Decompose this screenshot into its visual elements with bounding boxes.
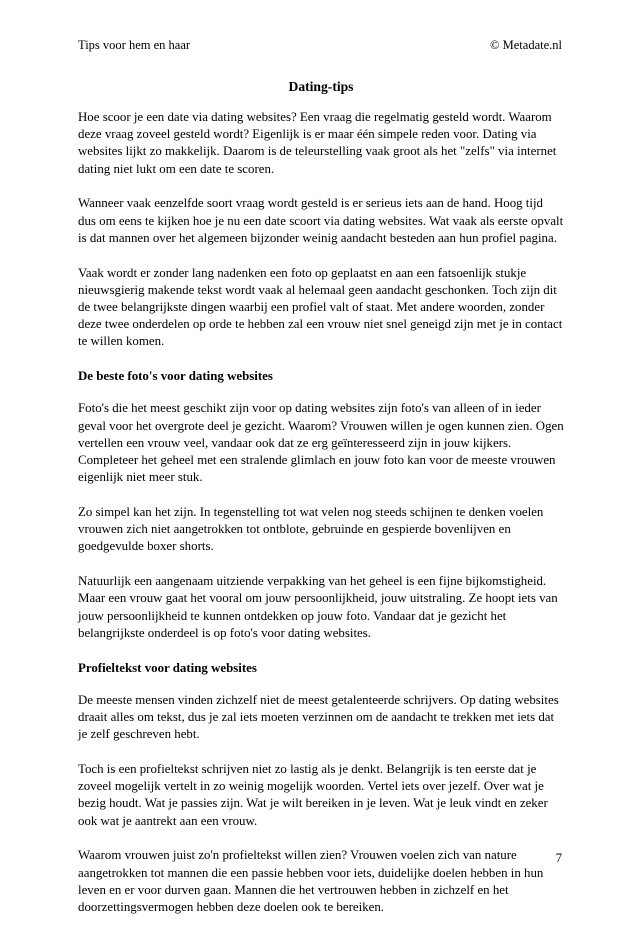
paragraph-8: Toch is een profieltekst schrijven niet zo lastig als je denkt. Belangrijk is ten eerste dat je zoveel mogelijk vertelt in zo weinig mogelijk woorden. Vertel iets over jezelf. Over wat je bezig houdt. Wat je passies zijn. Wat je wilt bereiken in je leven. Wat je leuk vindt en zeker ook wat je aantrekt aan een vrouw. <box>78 762 548 828</box>
paragraph-4: Foto's die het meest geschikt zijn voor op dating websites zijn foto's van alleen of in ieder geval voor het overgrote deel je gezicht. Waarom? Vrouwen willen je ogen kunnen zien. Ogen vertellen een vrouw veel, vandaar ook dat ze erg geïnteresseerd zijn in jouw kijkers. Completeer het geheel met een stralende glimlach en jouw foto kan voor de meeste vrouwen eigenlijk niet meer stuk. <box>78 401 564 485</box>
page-title: Dating-tips <box>288 79 354 94</box>
header-copyright: © Metadate.nl <box>490 38 562 52</box>
paragraph-5: Zo simpel kan het zijn. In tegenstelling tot wat velen nog steeds schijnen te denken voelen vrouwen zich niet aangetrokken tot ontblote, gebruinde en gespierde bovenlijven en goedgevulde boxer shorts. <box>78 505 544 554</box>
paragraph-7: De meeste mensen vinden zichzelf niet de meest getalenteerde schrijvers. Op dating websites draait alles om tekst, dus je zal iets moeten verzinnen om de aandacht te trekken met iets dat je zelf geschreven hebt. <box>78 692 559 742</box>
document-body <box>78 78 564 934</box>
paragraph-2: Wanneer vaak eenzelfde soort vraag wordt gesteld is er serieus iets aan de hand. Hoog tijd dus om eens te kijken hoe je nu een date scoort via dating websites. Wat vaak als eerste opvalt is dat mannen over het algemeen bijzonder weinig aandacht besteden aan hun profiel pagina. <box>78 196 564 245</box>
section-heading-profile-text: Profieltekst voor dating websites <box>78 660 257 675</box>
paragraph-6: Natuurlijk een aangenaam uitziende verpakking van het geheel is een fijne bijkomstigheid. Maar een vrouw gaat het vooral om jouw persoonlijkheid, jouw uitstraling. Ze hoopt iets van jouw persoonlijkheid te kunnen ontdekken op jouw foto. Vandaar dat je gezicht het belangrijkste onderdeel is op foto's voor dating websites. <box>78 574 558 640</box>
section-heading-photos: De beste foto's voor dating websites <box>78 369 273 384</box>
header-title: Tips voor hem en haar <box>78 38 191 52</box>
paragraph-intro: Hoe scoor je een date via dating websites? Een vraag die regelmatig gesteld wordt. Waarom deze vraag zoveel gesteld wordt? Eigenlijk is er maar één simpele reden voor. Dating via websites lijkt zo makkelijk. Daarom is de teleurstelling vaak groot als het "zelfs" via internet dating niet lukt om een date te scoren. <box>78 110 557 176</box>
paragraph-3: Vaak wordt er zonder lang nadenken een foto op geplaatst en aan een fatsoenlijk stukje nieuwsgierig makende tekst wordt vaak al helemaal geen aandacht geschonken. Toch zijn dit de twee belangrijkste dingen waarbij een profiel valt of staat. Met andere woorden, zonder deze twee onderdelen op orde te hebben zal een vrouw niet snel geneigd zijn met je in contact te willen komen. <box>78 265 563 349</box>
page-header <box>78 37 562 53</box>
page-number: 7 <box>555 851 562 865</box>
paragraph-9: Waarom vrouwen juist zo'n profieltekst willen zien? Vrouwen voelen zich van nature aangetrokken tot mannen die een passie hebben voor iets, duidelijke doelen hebben in hun leven en er voor durven gaan. Mannen die het vertrouwen hebben in zichzelf en het doorzettingsvermogen hebben deze doelen ook te bereiken. <box>78 848 544 915</box>
